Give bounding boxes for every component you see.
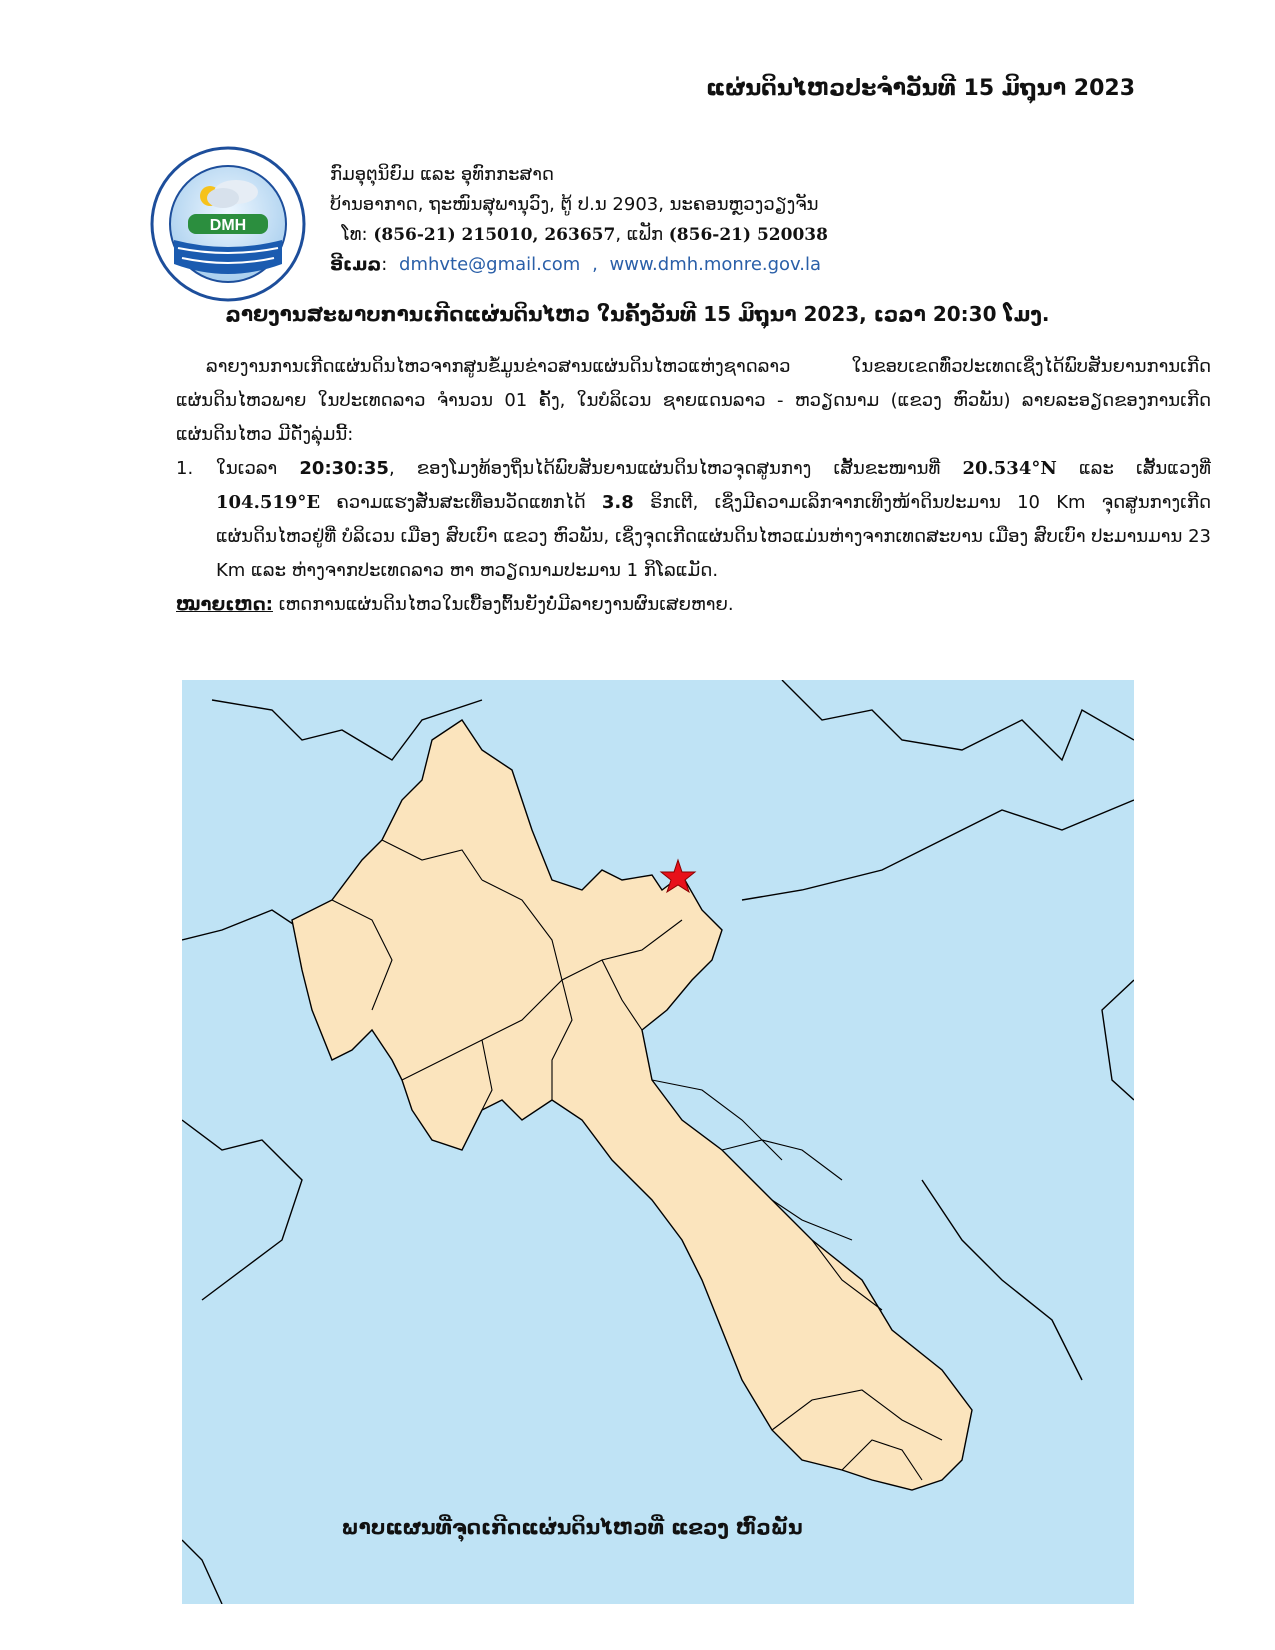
item-text-part: ຄວາມແຮງສັ່ນສະເທືອນວັດແທກໄດ້ [320, 492, 602, 513]
org-address: ບ້ານອາກາດ, ຖະໜົນສຸພານຸວົງ, ຕູ້ ປ.ນ 2903, ນະຄອນຫຼວງວຽງຈັນ [330, 194, 819, 215]
phone-number: (856-21) 215010, 263657 [373, 225, 616, 245]
phone-label: ໂທ: [341, 224, 368, 245]
org-name: ກົມອຸຕຸນິຍົມ ແລະ ອຸທົກກະສາດ [330, 164, 554, 185]
org-info [330, 160, 828, 280]
dmh-logo [148, 144, 308, 304]
email-label: ອີເມລ [330, 254, 382, 275]
note [176, 588, 1211, 622]
note-label: ໝາຍເຫດ: [176, 594, 273, 615]
fax-label: , ແຟັກ [615, 224, 664, 245]
item-text-part: ແລະ ເສັ້ນແວງທີ່ [1056, 458, 1211, 479]
header-date: ແຜ່ນດິນໄຫວປະຈຳວັນທີ 15 ມິຖຸນາ 2023 [706, 76, 1135, 101]
report-title: ລາຍງານສະພາບການເກີດແຜ່ນດິນໄຫວ ໃນຄັ້ງວັນທີ 15 ມິຖຸນາ 2023, ເວລາ 20:30 ໂມງ. [225, 302, 1050, 326]
website-link[interactable]: www.dmh.monre.gov.la [609, 254, 822, 275]
longitude: 104.519°E [216, 492, 321, 513]
email-link[interactable]: dmhvte@gmail.com [399, 254, 581, 275]
list-item [176, 452, 1211, 588]
item-text-part: ໃນເວລາ [216, 458, 300, 479]
intro-paragraph: ລາຍງານການເກີດແຜ່ນດິນໄຫວຈາກສູນຂໍ້ມູນຂ່າວສານແຜ່ນດິນໄຫວແຫ່ງຊາດລາວ ໃນຂອບເຂດທົ່ວປະເທດເຊິ່ງໄດ້ພົບສັນຍານການເກີດແຜ່ນດິນໄຫວພາຍ ໃນປະເທດລາວ ຈຳນວນ 01 ຄັ້ງ, ໃນບໍລິເວນ ຊາຍແດນລາວ - ຫວຽດນາມ (ແຂວງ ຫົວພັນ) ລາຍລະອຽດຂອງການເກີດແຜ່ນດິນໄຫວ ມີດັ່ງລຸ່ມນີ້: [176, 356, 1211, 445]
org-online: ອີເມລ: dmhvte@gmail.com , www.dmh.monre.gov.la [330, 254, 822, 275]
item-text [216, 452, 1211, 588]
event-time: 20:30:35 [299, 458, 389, 479]
item-number: 1. [176, 458, 194, 479]
org-contact [330, 220, 828, 250]
magnitude: 3.8 [601, 492, 634, 513]
note-text: ເຫດການແຜ່ນດິນໄຫວໃນເບື້ອງຕົ້ນຍັງບໍ່ມີລາຍງານຜົນເສຍຫາຍ. [272, 594, 734, 615]
report-body [176, 350, 1211, 622]
item-text-part: ຣິກເຕີ, ເຊິ່ງມີຄວາມເລິກຈາກເທິງໜ້າດິນປະມານ 10 Km ຈຸດສູນກາງເກີດແຜ່ນດິນໄຫວຢູ່ທີ່ ບໍລິເວນ ເມືອງ ສົບເບົາ ແຂວງ ຫົວພັນ, ເຊິ່ງຈຸດເກີດແຜ່ນດິນໄຫວແມ່ນຫ່າງຈາກເທດສະບານ ເມືອງ ສົບເບົາ ປະມານມານ 23 Km ແລະ ຫ່າງຈາກປະເທດລາວ ຫາ ຫວຽດນາມປະມານ 1 ກິໂລແມັດ. [216, 492, 1211, 581]
link-separator: , [592, 254, 598, 275]
map-caption: ພາບແຜນທີ່ຈຸດເກີດແຜ່ນດິນໄຫວທີ່ ແຂວງ ຫົວພັນ [341, 1515, 803, 1539]
epicenter-map [182, 680, 1134, 1604]
logo-abbr: DMH [209, 217, 247, 234]
item-text-part: , ຂອງໂມງທ້ອງຖິ່ນໄດ້ພົບສັນຍານແຜ່ນດິນໄຫວຈຸດສູນກາງ ເສັ້ນຂະໜານທີ່ [388, 458, 963, 479]
latitude: 20.534°N [962, 458, 1057, 479]
fax-number: (856-21) 520038 [668, 225, 828, 245]
